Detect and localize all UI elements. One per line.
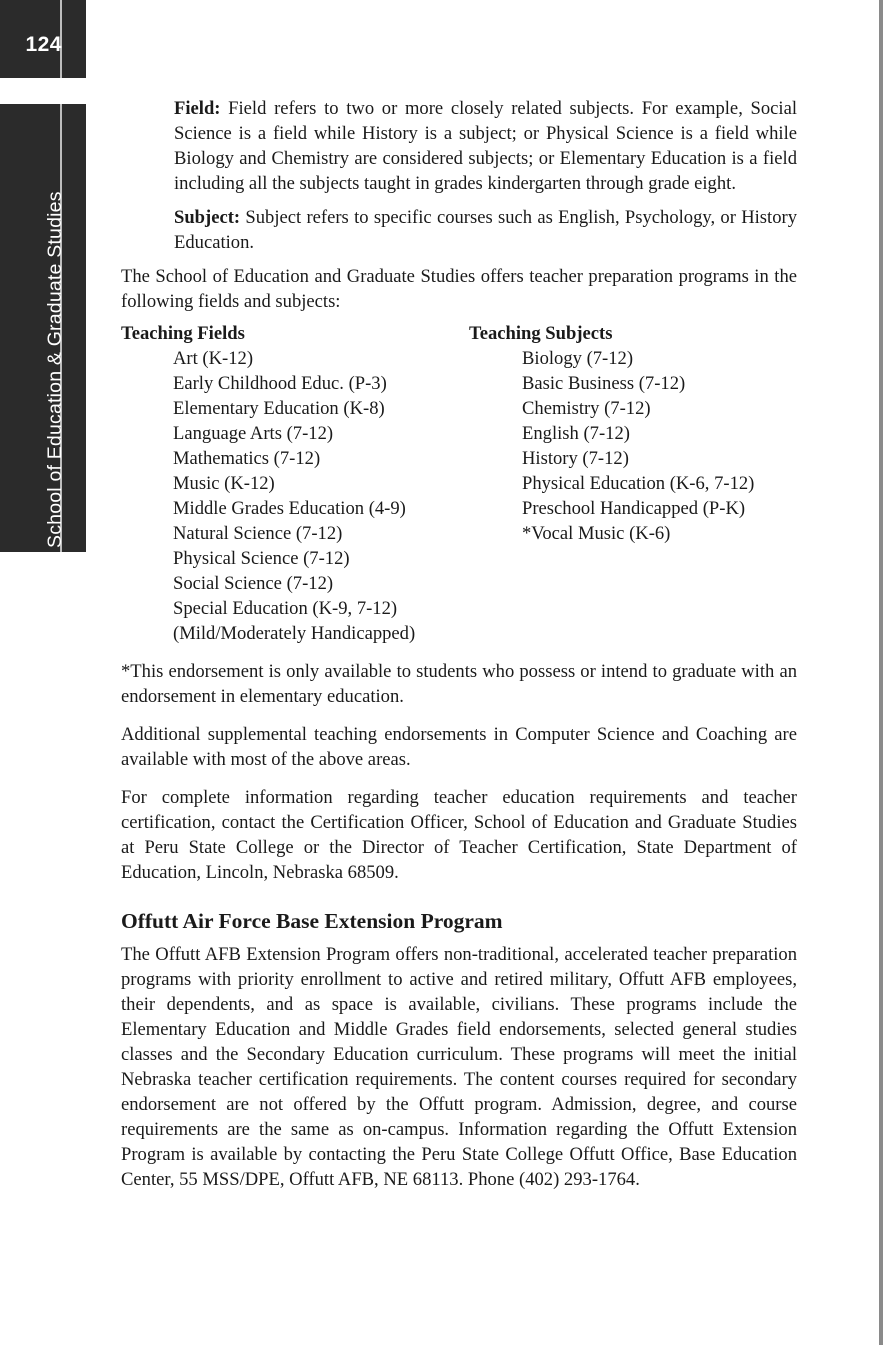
teaching-fields-column: [121, 321, 469, 646]
teaching-field-item: Natural Science (7-12): [173, 523, 343, 544]
teaching-subject-item: Chemistry (7-12): [522, 398, 651, 419]
endorsement-note: *This endorsement is only available to students who possess or intend to graduate with an endorsement in elementary education.: [121, 661, 797, 707]
teaching-subject-item: English (7-12): [522, 423, 630, 444]
teaching-field-item: Social Science (7-12): [173, 573, 334, 594]
teaching-field-item: Art (K-12): [173, 348, 254, 369]
teaching-field-item: Special Education (K-9, 7-12): [173, 598, 398, 619]
teaching-subject-item: Basic Business (7-12): [522, 373, 686, 394]
page-content: [121, 96, 797, 1192]
teaching-subject-item: Biology (7-12): [522, 348, 634, 369]
page-number: 124: [25, 33, 62, 56]
offutt-heading: Offutt Air Force Base Extension Program: [121, 909, 503, 933]
intro-paragraph: The School of Education and Graduate Studies offers teacher preparation programs in the following fields and subjects:: [121, 266, 797, 312]
teaching-field-item: Physical Science (7-12): [173, 548, 350, 569]
field-term: Field:: [174, 98, 221, 119]
page-number-tab: [0, 0, 86, 78]
fields-and-subjects: [121, 321, 797, 646]
teaching-field-item: Middle Grades Education (4-9): [173, 498, 406, 519]
teaching-field-item: Mathematics (7-12): [173, 448, 321, 469]
teaching-subjects-column: [469, 321, 797, 646]
subject-definition-text: Subject refers to specific courses such as English, Psychology, or History Education.: [174, 207, 797, 253]
section-tab-label: School of Education & Graduate Studies: [44, 191, 66, 548]
teaching-fields-heading: Teaching Fields: [121, 323, 245, 344]
field-definition: [174, 96, 797, 196]
teaching-field-item: Language Arts (7-12): [173, 423, 334, 444]
teaching-subjects-heading: Teaching Subjects: [469, 323, 613, 344]
supplemental-paragraph: Additional supplemental teaching endorsements in Computer Science and Coaching are available with most of the above areas.: [121, 724, 797, 770]
teaching-subject-item: Physical Education (K-6, 7-12): [522, 473, 755, 494]
page-right-edge: [879, 0, 883, 1345]
offutt-paragraph: The Offutt AFB Extension Program offers non-traditional, accelerated teacher preparation programs with priority enrollment to active and retired military, Offutt AFB employees, their dependents, and as space is available, civilians. These programs include the Elementary Education and Middle Grades field endorsements, selected general studies classes and the Secondary Education curriculum. These programs will meet the initial Nebraska teacher certification requirements. The content courses required for secondary endorsement are not offered by the Offutt program. Admission, degree, and course requirements are the same as on-campus. Information regarding the Offutt Extension Program is available by contacting the Peru State College Offutt Office, Base Education Center, 55 MSS/DPE, Offutt AFB, NE 68113. Phone (402) 293-1764.: [121, 944, 797, 1190]
subject-definition: [174, 205, 797, 255]
teaching-field-item: Elementary Education (K-8): [173, 398, 385, 419]
teaching-subject-item: History (7-12): [522, 448, 629, 469]
teaching-field-item: Music (K-12): [173, 473, 275, 494]
teaching-field-item: (Mild/Moderately Handicapped): [173, 623, 416, 644]
section-tab: [0, 104, 86, 552]
teaching-field-item: Early Childhood Educ. (P-3): [173, 373, 387, 394]
subject-term: Subject:: [174, 207, 241, 228]
contact-paragraph: For complete information regarding teacher education requirements and teacher certification, contact the Certification Officer, School of Education and Graduate Studies at Peru State College or the Director of Teacher Certification, State Department of Education, Lincoln, Nebraska 68509.: [121, 787, 797, 883]
field-definition-text: Field refers to two or more closely related subjects. For example, Social Science is a field while History is a subject; or Physical Science is a field while Biology and Chemistry are considered subjects; or Elementary Education is a field including all the subjects taught in grades kindergarten through grade eight.: [174, 98, 797, 194]
teaching-subject-item: *Vocal Music (K-6): [522, 523, 671, 544]
teaching-subject-item: Preschool Handicapped (P-K): [522, 498, 746, 519]
